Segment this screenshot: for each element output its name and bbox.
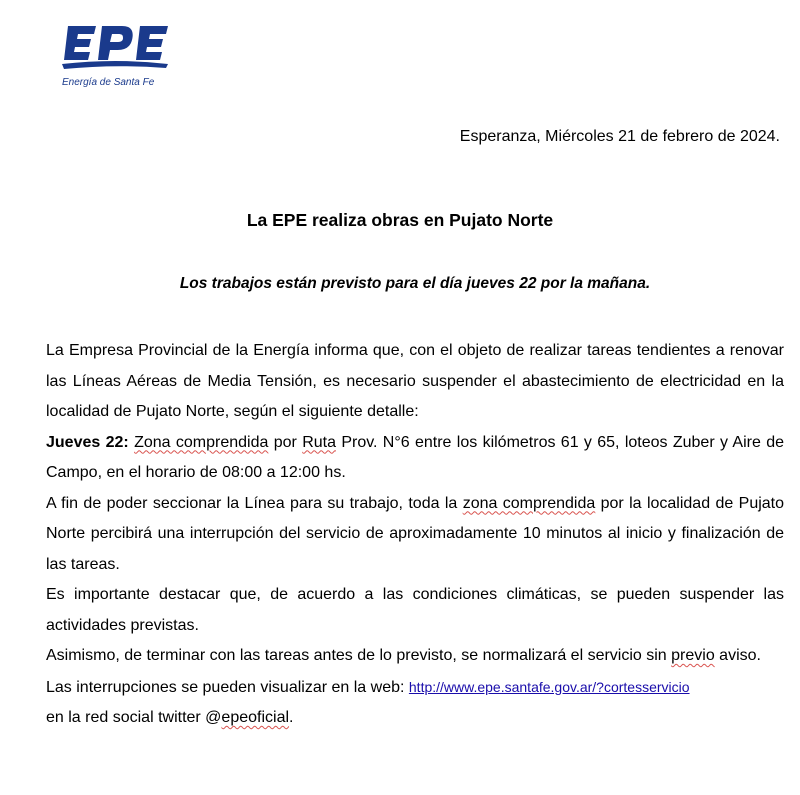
schedule-day-label: Jueves 22:: [46, 433, 129, 451]
logo-tagline: Energía de Santa Fe: [62, 77, 155, 88]
web-text-c: .: [289, 709, 294, 726]
epe-logo-mark: [60, 22, 170, 82]
schedule-text-por: por: [268, 433, 303, 451]
paragraph-normalize: [46, 641, 784, 672]
spell-flag-zona: Zona comprendida: [134, 433, 269, 451]
normalize-text-a: Asimismo, de terminar con las tareas antes de lo previsto, se normalizará el servicio sin: [46, 647, 672, 664]
document-subtitle: Los trabajos están previsto para el día jueves 22 por la mañana.: [179, 275, 651, 292]
paragraph-intro: La Empresa Provincial de la Energía informa que, con el objeto de realizar tareas tendientes a renovar las Líneas Aéreas de Media Tensión, es necesario suspender el abastecimiento de electricidad en la localidad de Pujato Norte, según el siguiente detalle:: [46, 342, 784, 420]
paragraph-interruption: [46, 489, 784, 581]
document-body: [46, 336, 784, 734]
spell-flag-zona-2: zona comprendida: [462, 494, 596, 512]
normalize-text-b: aviso.: [714, 647, 761, 664]
document-title: La EPE realiza obras en Pujato Norte: [246, 210, 554, 230]
cortes-servicio-link[interactable]: http://www.epe.santafe.gov.ar/?cortesservicio: [408, 678, 690, 695]
interruption-text-b: por la localidad de Pujato Norte percibirá una interrupción del servicio de aproximadamente 10 minutos al inicio y finalización de las tareas.: [46, 494, 785, 573]
paragraph-schedule: [46, 428, 784, 489]
spell-flag-ruta: Ruta: [302, 433, 336, 451]
twitter-handle: epeoficial: [221, 709, 290, 726]
document-date: Esperanza, Miércoles 21 de febrero de 2024.: [459, 128, 780, 145]
paragraph-weather: Es importante destacar que, de acuerdo a las condiciones climáticas, se pueden suspender las actividades previstas.: [46, 586, 784, 634]
interruption-text-a: A fin de poder seccionar la Línea para su trabajo, toda la: [46, 494, 463, 512]
paragraph-web: [46, 672, 784, 734]
spell-flag-previo: previo: [671, 647, 715, 664]
web-text-a: Las interrupciones se pueden visualizar en la web:: [46, 678, 409, 696]
web-text-b: en la red social twitter @: [46, 709, 222, 726]
schedule-details: Prov. N°6 entre los kilómetros 61 y 65, loteos Zuber y Aire de Campo, en el horario de 08:00 a 12:00 hs.: [46, 433, 785, 481]
